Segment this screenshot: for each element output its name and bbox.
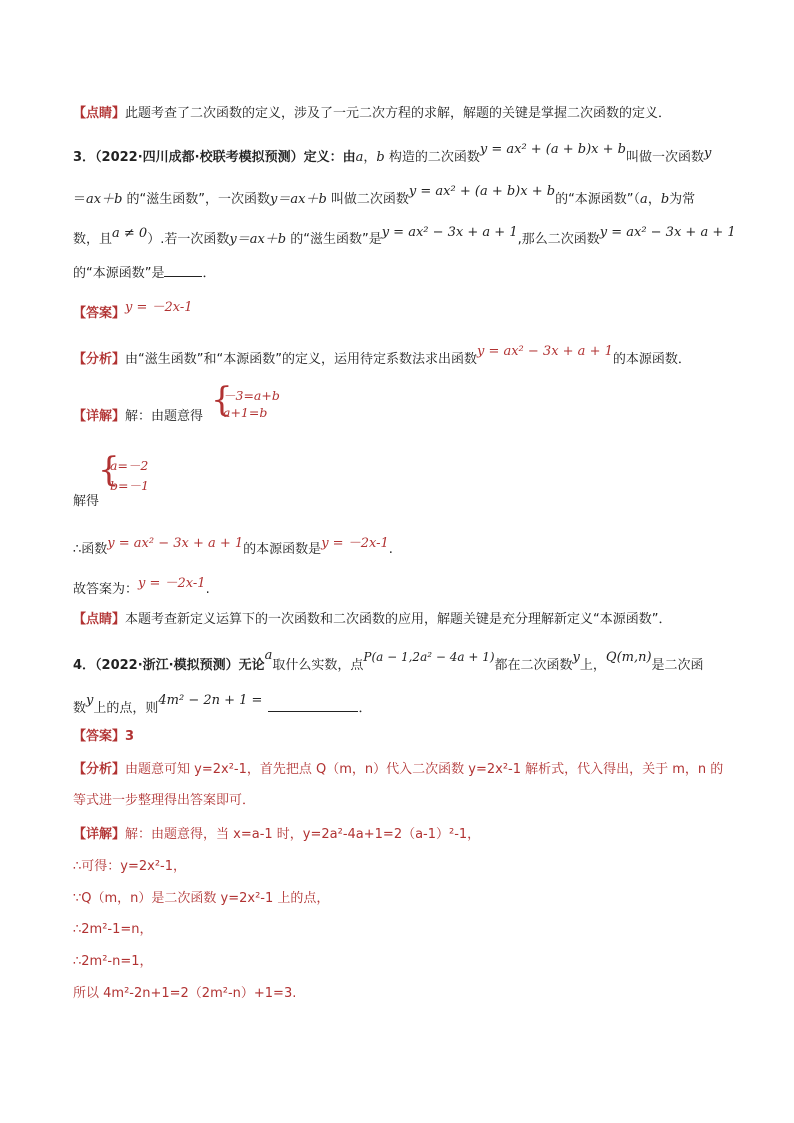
q4-detail-line3 (73, 889, 329, 909)
q3-line2 (73, 184, 696, 210)
eq-zisheng-def: y = ax² + (a + b)x + b (479, 142, 626, 157)
q4-line1 (73, 648, 704, 676)
q4-detail-line1 (73, 825, 480, 845)
answer-tag: 【答案】 (73, 729, 126, 744)
system2-row1: a=－2 (110, 458, 149, 473)
q3-line3 (73, 225, 736, 250)
q3-line4-post: ． (202, 266, 216, 281)
analysis-text-2: 等式进一步整理得出答案即可． (73, 793, 256, 808)
q3-conclusion (73, 536, 393, 560)
expr-4m2: 4m² − 2n + 1 = (158, 693, 263, 708)
dianjing-text: 本题考查新定义运算下的一次函数和二次函数的应用，解题关键是充分理解新定义“本源函数”． (125, 612, 672, 627)
q4-detail-line5 (73, 952, 153, 972)
detail-tag: 【详解】 (73, 827, 126, 842)
q3-line2-mid: 的“滋生函数”，一次函数 (122, 192, 271, 207)
dianjing-tag: 【点睛】 (73, 612, 126, 627)
eq-linear: ax＋b (86, 192, 123, 207)
var-a: a (640, 192, 648, 207)
sep: ， (647, 192, 661, 207)
eq-quadratic-def: y = ax² + (a + b)x + b (408, 184, 556, 199)
q4-detail-line4 (73, 920, 153, 940)
detail-text-2: ∴可得：y=2x²-1， (73, 859, 186, 874)
var-a: a (264, 648, 273, 663)
q3-line3-post: ,那么二次函数 (517, 232, 600, 247)
q4-line1-post: 是二次函 (651, 658, 704, 673)
system1-row2: a+1=b (223, 405, 268, 420)
q3-line4 (73, 262, 216, 284)
q4-line1-mid: 取什么实数，点 (272, 658, 364, 673)
point-q: Q(m,n) (605, 650, 652, 665)
q4-answer (73, 727, 134, 747)
analysis-pre: 由“滋生函数”和“本源函数”的定义，运用待定系数法求出函数 (125, 352, 477, 367)
q4-line2-pre: 数 (73, 701, 87, 716)
q3-dianjing (73, 610, 672, 630)
detail-pre: 解：由题意得 (125, 409, 204, 424)
var-y: y (704, 146, 712, 161)
dianjing-tag: 【点睛】 (73, 106, 126, 121)
final-pre: 故答案为： (73, 582, 139, 597)
point-p: P(a − 1,2a² − 4a + 1) (363, 650, 495, 664)
final-answer: y = －2x-1 (138, 576, 206, 591)
analysis-post: 的本源函数． (612, 352, 691, 367)
q3-jiede (73, 492, 99, 512)
q4-line2 (73, 693, 372, 719)
q3-line1-pre: 3．（2022·四川成都·校联考模拟预测）定义：由 (73, 150, 356, 165)
var-b: b (376, 150, 385, 165)
system2-row2: b=－1 (110, 478, 149, 493)
dianjing-top (73, 104, 671, 124)
dianjing-text: 此题考查了二次函数的定义，涉及了一元二次方程的求解，解题的关键是掌握二次函数的定义． (125, 106, 672, 121)
q3-analysis (73, 344, 691, 370)
q4-line2-post: ． (358, 701, 372, 716)
q4-analysis-line2 (73, 791, 255, 811)
answer-value: y = －2x-1 (125, 300, 193, 315)
cond-a-nonzero: a ≠ 0 (112, 226, 148, 241)
concl-answer: y = －2x-1 (321, 536, 389, 551)
eq-linear-3: y＝ax＋b (229, 232, 287, 247)
q3-line2-mid2: 叫做二次函数 (326, 192, 409, 207)
q4-line1-pre: 4．（2022·浙江·模拟预测）无论 (73, 658, 265, 673)
answer-tag: 【答案】 (73, 306, 126, 321)
q4-detail-line6 (73, 984, 296, 1004)
q3-final (73, 576, 210, 600)
q3-line3-mid2: 的“滋生函数”是 (286, 232, 382, 247)
q4-analysis-line1 (73, 760, 723, 780)
detail-text-3: ∵Q（m，n）是二次函数 y=2x²-1 上的点， (73, 891, 330, 906)
detail-text-6: 所以 4m²-2n+1=2（2m²-n）+1=3. (73, 986, 297, 1001)
q3-detail (73, 407, 203, 427)
analysis-tag: 【分析】 (73, 762, 126, 777)
q4-line1-mid2: 都在二次函数 (494, 658, 573, 673)
eq-quadratic: y = ax² − 3x + a + 1 (599, 225, 736, 240)
concl-end: . (388, 542, 393, 557)
var-y: y (86, 693, 94, 708)
q3-line4-pre: 的“本源函数”是 (73, 266, 165, 281)
concl-mid: 的本源函数是 (243, 542, 322, 557)
detail-text-4: ∴2m²-1=n， (73, 922, 153, 937)
jiede-text: 解得 (73, 494, 100, 509)
detail-text-1: 解：由题意得，当 x=a-1 时，y=2a²-4a+1=2（a-1）²-1， (125, 827, 481, 842)
answer-blank (164, 262, 202, 277)
analysis-text-1: 由题意可知 y=2x²-1，首先把点 Q（m，n）代入二次函数 y=2x²-1 解析式，代入得出，关于 m，n 的 (125, 762, 724, 777)
analysis-tag: 【分析】 (73, 352, 126, 367)
q3-line2-post: 的“本源函数”（ (555, 192, 641, 207)
q3-line1-mid: 构造的二次函数 (384, 150, 480, 165)
q4-detail-line2 (73, 857, 186, 877)
detail-tag: 【详解】 (73, 409, 126, 424)
system1-row1: －3=a+b (223, 388, 280, 403)
concl-pre: ∴函数 (73, 542, 108, 557)
concl-eq: y = ax² − 3x + a + 1 (107, 536, 244, 551)
var-b: b (660, 192, 670, 207)
sep: ， (363, 150, 377, 165)
answer-value: 3 (125, 729, 135, 744)
answer-blank (268, 697, 358, 712)
analysis-eq: y = ax² − 3x + a + 1 (476, 344, 613, 359)
q4-line2-mid: 上的点，则 (93, 701, 159, 716)
var-y: y (572, 650, 580, 665)
eq-linear-2: y＝ax＋b (270, 192, 327, 207)
brace-icon: { (98, 450, 120, 490)
eq-sign: ＝ (73, 192, 87, 207)
eq-zisheng: y = ax² − 3x + a + 1 (381, 225, 518, 240)
q3-line2-end: 为常 (669, 192, 696, 207)
q3-line1 (73, 142, 712, 168)
detail-text-5: ∴2m²-n=1， (73, 954, 153, 969)
q3-line1-post: 叫做一次函数 (626, 150, 705, 165)
equation-system-1 (211, 380, 281, 425)
q4-line1-mid3: 上， (579, 658, 606, 673)
var-a: a (355, 150, 364, 165)
brace-icon: { (211, 380, 233, 420)
q3-line3-mid: ）.若一次函数 (147, 232, 230, 247)
final-end: . (205, 582, 210, 597)
equation-system-2 (98, 450, 168, 495)
q3-line3-pre: 数，且 (73, 232, 113, 247)
q3-answer (73, 300, 193, 324)
